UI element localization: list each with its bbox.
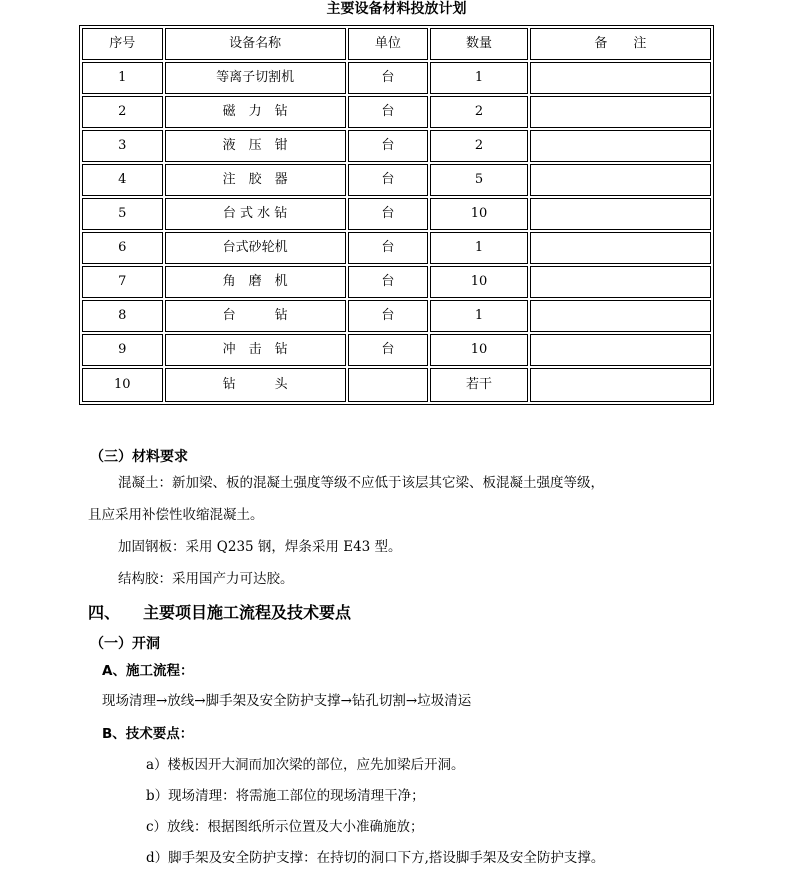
cell-qty: 5 (430, 164, 528, 196)
cell-no: 5 (82, 198, 163, 230)
section-four-number: 四、 (88, 603, 121, 622)
cell-note (530, 62, 711, 94)
paragraph-structural-glue: 结构胶：采用国产力可达胶。 (118, 571, 294, 587)
point-item: c）放线：根据图纸所示位置及大小准确施放； (146, 819, 424, 835)
table-row (82, 232, 711, 264)
cell-name: 钻 头 (165, 368, 346, 402)
header-cell-qty: 数量 (430, 28, 528, 60)
cell-unit: 台 (348, 300, 429, 332)
cell-name: 台式砂轮机 (165, 232, 346, 264)
header-cell-no: 序号 (82, 28, 163, 60)
cell-unit: 台 (348, 130, 429, 162)
cell-qty: 1 (430, 62, 528, 94)
cell-qty: 10 (430, 198, 528, 230)
cell-unit: 台 (348, 164, 429, 196)
cell-no: 6 (82, 232, 163, 264)
cell-note (530, 164, 711, 196)
cell-qty: 若干 (430, 368, 528, 402)
cell-qty: 2 (430, 130, 528, 162)
opening-heading: （一）开洞 (90, 636, 160, 652)
point-item: a）楼板因开大洞而加次梁的部位，应先加梁后开洞。 (146, 757, 465, 773)
cell-name: 液 压 钳 (165, 130, 346, 162)
flow-text: 现场清理→放线→脚手架及安全防护支撑→钻孔切割→垃圾清运 (102, 693, 472, 709)
table-row (82, 164, 711, 196)
cell-no: 1 (82, 62, 163, 94)
cell-no: 7 (82, 266, 163, 298)
header-cell-note: 备 注 (530, 28, 711, 60)
section-four-title: 主要项目施工流程及技术要点 (143, 603, 352, 622)
cell-qty: 1 (430, 300, 528, 332)
cell-note (530, 300, 711, 332)
cell-no: 10 (82, 368, 163, 402)
cell-name: 角 磨 机 (165, 266, 346, 298)
cell-no: 9 (82, 334, 163, 366)
cell-qty: 1 (430, 232, 528, 264)
point-item: d）脚手架及安全防护支撑：在持切的洞口下方,搭设脚手架及安全防护支撑。 (146, 850, 605, 866)
cell-no: 8 (82, 300, 163, 332)
cell-unit: 台 (348, 198, 429, 230)
equipment-table (79, 25, 714, 405)
materials-heading: （三）材料要求 (90, 449, 188, 465)
cell-no: 4 (82, 164, 163, 196)
table-row (82, 266, 711, 298)
point-item: b）现场清理：将需施工部位的现场清理干净； (146, 788, 425, 804)
cell-note (530, 96, 711, 128)
table-row (82, 300, 711, 332)
cell-name: 磁 力 钻 (165, 96, 346, 128)
table-row (82, 198, 711, 230)
header-cell-unit: 单位 (348, 28, 429, 60)
cell-name: 注 胶 器 (165, 164, 346, 196)
paragraph-concrete-line2: 且应采用补偿性收缩混凝土。 (88, 507, 264, 523)
table-row (82, 130, 711, 162)
cell-unit: 台 (348, 266, 429, 298)
paragraph-steel-plate: 加固钢板：采用 Q235 钢，焊条采用 E43 型。 (118, 539, 402, 555)
cell-no: 3 (82, 130, 163, 162)
points-label: B、技术要点： (102, 726, 194, 742)
cell-note (530, 198, 711, 230)
cell-unit (348, 368, 429, 402)
cell-name: 冲 击 钻 (165, 334, 346, 366)
table-header-row (82, 28, 711, 60)
paragraph-concrete-line1: 混凝土：新加梁、板的混凝土强度等级不应低于该层其它梁、板混凝土强度等级， (118, 475, 604, 491)
cell-name: 等离子切割机 (165, 62, 346, 94)
cell-name: 台 式 水 钻 (165, 198, 346, 230)
cell-note (530, 368, 711, 402)
flow-label: A、施工流程： (102, 663, 194, 679)
cell-unit: 台 (348, 334, 429, 366)
table-row (82, 96, 711, 128)
cell-note (530, 130, 711, 162)
cell-note (530, 266, 711, 298)
header-cell-name: 设备名称 (165, 28, 346, 60)
cell-note (530, 334, 711, 366)
cell-qty: 10 (430, 334, 528, 366)
cell-unit: 台 (348, 96, 429, 128)
cell-unit: 台 (348, 232, 429, 264)
table-row (82, 62, 711, 94)
cell-no: 2 (82, 96, 163, 128)
cell-name: 台 钻 (165, 300, 346, 332)
table-row (82, 368, 711, 402)
table-title: 主要设备材料投放计划 (326, 1, 467, 17)
cell-qty: 2 (430, 96, 528, 128)
cell-qty: 10 (430, 266, 528, 298)
cell-note (530, 232, 711, 264)
cell-unit: 台 (348, 62, 429, 94)
table-row (82, 334, 711, 366)
